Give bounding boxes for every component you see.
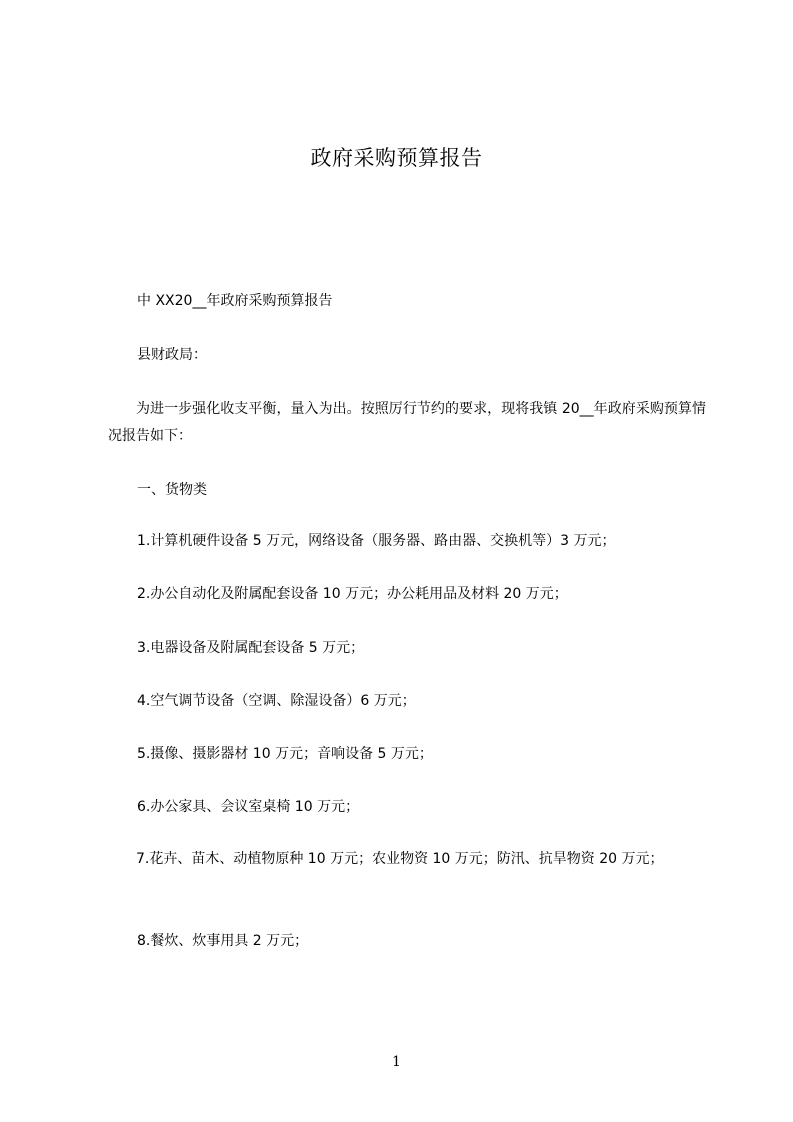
- document-title: 政府采购预算报告: [310, 146, 483, 170]
- list-item: 8.餐炊、炊事用具 2 万元；: [137, 933, 309, 949]
- page-number: 1: [392, 1054, 401, 1070]
- list-item: 4.空气调节设备（空调、除湿设备）6 万元；: [137, 693, 416, 709]
- list-item: 5.摄像、摄影器材 10 万元；音响设备 5 万元；: [137, 746, 433, 762]
- list-item: 2.办公自动化及附属配套设备 10 万元；办公耗用品及材料 20 万元；: [137, 586, 568, 602]
- section-heading: 一、货物类: [137, 482, 207, 498]
- list-item: 7.花卉、苗木、动植物原种 10 万元；农业物资 10 万元；防汛、抗旱物资 20 万元；: [136, 851, 664, 867]
- intro-paragraph: 为进一步强化收支平衡，量入为出。按照厉行节约的要求，现将我镇 20__年政府采购预算情况报告如下：: [108, 401, 706, 444]
- report-subtitle: 中 XX20__年政府采购预算报告: [137, 293, 333, 309]
- list-item: 3.电器设备及附属配套设备 5 万元；: [137, 640, 365, 656]
- list-item: 1.计算机硬件设备 5 万元，网络设备（服务器、路由器、交换机等）3 万元；: [137, 533, 616, 549]
- list-item: 6.办公家具、会议室桌椅 10 万元；: [137, 799, 360, 815]
- addressee: 县财政局：: [137, 347, 207, 363]
